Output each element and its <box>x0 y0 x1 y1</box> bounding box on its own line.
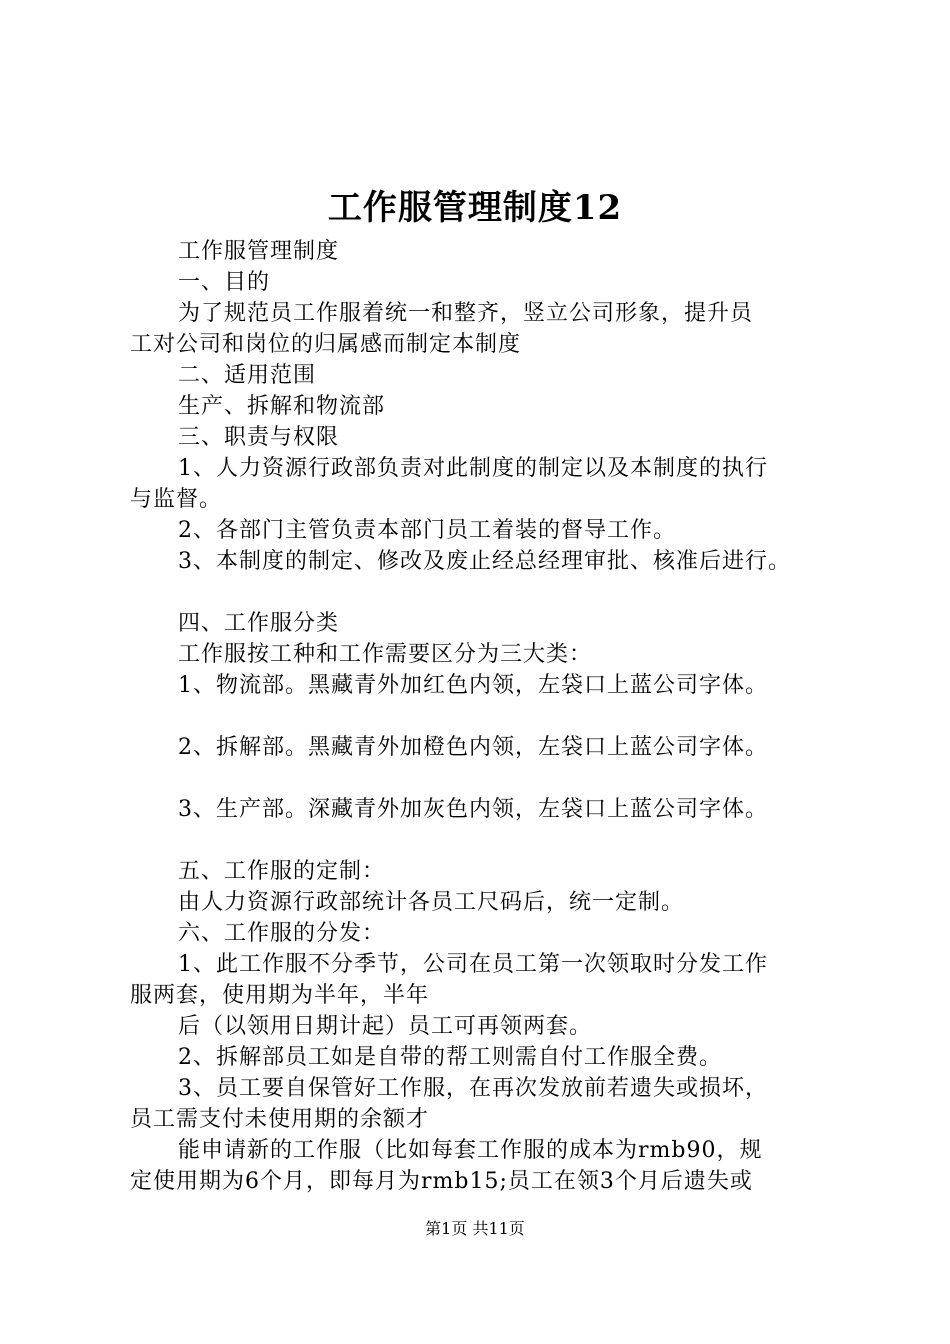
document-body <box>130 236 850 1197</box>
text-line: 1、此工作服不分季节，公司在员工第一次领取时分发工作 <box>178 952 768 977</box>
text-line: 工作服按工种和工作需要区分为三大类： <box>178 642 593 667</box>
section-heading-scope: 二、适用范围 <box>178 363 317 388</box>
text-line: 服两套，使用期为半年，半年 <box>130 983 430 1008</box>
section-heading-customization: 五、工作服的定制： <box>178 859 386 884</box>
text-line: 1、人力资源行政部负责对此制度的制定以及本制度的执行 <box>178 456 768 481</box>
text-line: 3、员工要自保管好工作服，在再次发放前若遗失或损坏， <box>178 1076 768 1101</box>
section-heading-responsibility: 三、职责与权限 <box>178 425 340 450</box>
text-line: 1、物流部。黑藏青外加红色内领，左袋口上蓝公司字体。 <box>178 673 768 698</box>
text-line: 工作服管理制度 <box>178 239 340 264</box>
section-heading-purpose: 一、目的 <box>178 270 271 295</box>
text-line: 员工需支付未使用期的余额才 <box>130 1107 430 1132</box>
text-line: 生产、拆解和物流部 <box>178 394 386 419</box>
text-line: 由人力资源行政部统计各员工尺码后，统一定制。 <box>178 890 685 915</box>
page-footer: 第1页 共11页 <box>425 1219 525 1238</box>
text-line: 与监督。 <box>130 487 223 512</box>
text-line: 定使用期为6个月，即每月为rmb15;员工在领3个月后遗失或 <box>130 1169 753 1194</box>
text-line: 2、各部门主管负责本部门员工着装的督导工作。 <box>178 518 676 543</box>
text-line: 3、生产部。深藏青外加灰色内领，左袋口上蓝公司字体。 <box>178 797 768 822</box>
section-heading-classification: 四、工作服分类 <box>178 611 340 636</box>
text-line: 3、本制度的制定、修改及废止经总经理审批、核准后进行。 <box>178 549 791 574</box>
text-line: 2、拆解部员工如是自带的帮工则需自付工作服全费。 <box>178 1045 722 1070</box>
text-line: 为了规范员工作服着统一和整齐，竖立公司形象，提升员 <box>178 301 754 326</box>
text-line: 能申请新的工作服（比如每套工作服的成本为rmb90，规 <box>178 1138 763 1163</box>
text-line: 2、拆解部。黑藏青外加橙色内领，左袋口上蓝公司字体。 <box>178 735 768 760</box>
text-line: 工对公司和岗位的归属感而制定本制度 <box>130 332 522 357</box>
section-heading-distribution: 六、工作服的分发： <box>178 921 386 946</box>
document-title: 工作服管理制度12 <box>327 188 623 228</box>
text-line: 后（以领用日期计起）员工可再领两套。 <box>178 1014 593 1039</box>
